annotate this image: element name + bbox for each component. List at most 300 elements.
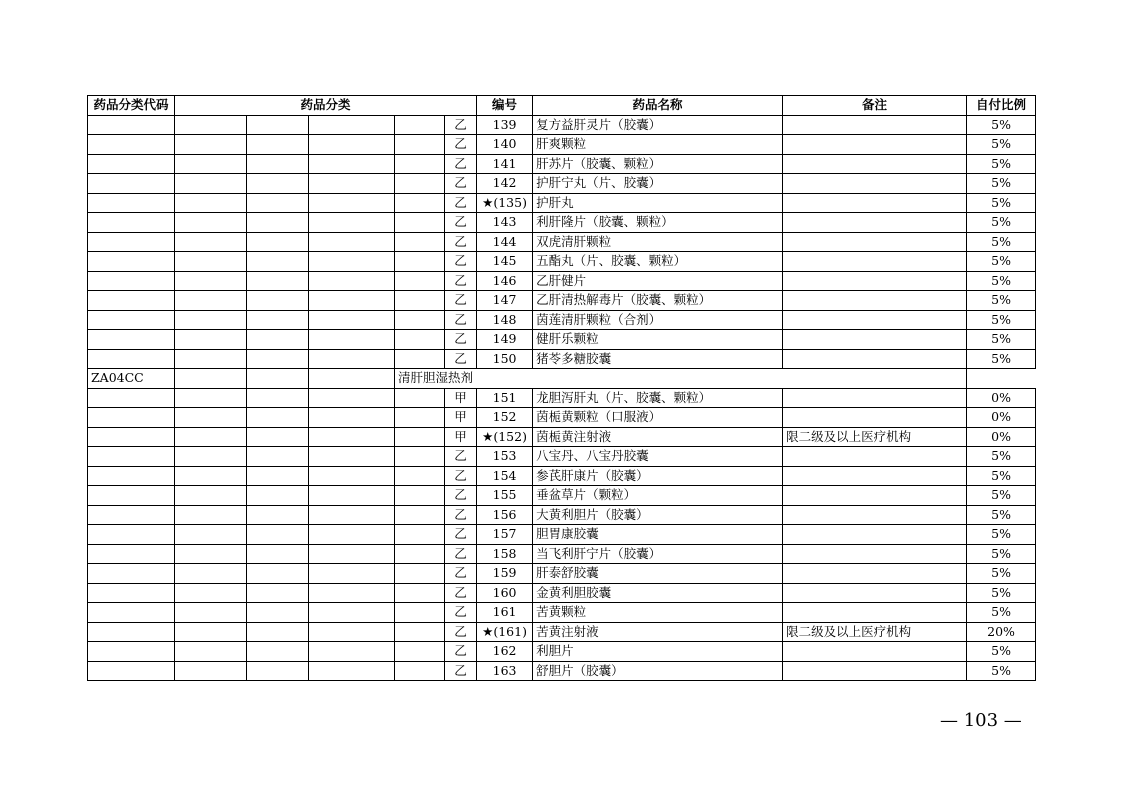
cell-note: [783, 408, 967, 428]
cell-empty: [395, 388, 445, 408]
cell-code: [88, 271, 175, 291]
cell-class: 乙: [445, 271, 477, 291]
cell-empty: [395, 661, 445, 681]
cell-empty: [395, 135, 445, 155]
header-code: 药品分类代码: [88, 96, 175, 116]
cell-name: 护肝丸: [533, 193, 783, 213]
cell-number: 140: [477, 135, 533, 155]
cell-ratio: 5%: [967, 115, 1036, 135]
cell-note: [783, 486, 967, 506]
cell-number: 149: [477, 330, 533, 350]
cell-number: 145: [477, 252, 533, 272]
cell-empty: [175, 232, 247, 252]
cell-class: 甲: [445, 408, 477, 428]
cell-code: [88, 622, 175, 642]
cell-name: 舒胆片（胶囊）: [533, 661, 783, 681]
cell-ratio: 5%: [967, 486, 1036, 506]
cell-name: 金黄利胆胶囊: [533, 583, 783, 603]
cell-ratio: 5%: [967, 642, 1036, 662]
cell-note: [783, 505, 967, 525]
cell-code: [88, 174, 175, 194]
cell-code: [88, 564, 175, 584]
cell-code: [88, 115, 175, 135]
cell-code: [88, 505, 175, 525]
cell-class: 乙: [445, 661, 477, 681]
cell-empty: [395, 252, 445, 272]
cell-code: [88, 486, 175, 506]
cell-empty: [175, 603, 247, 623]
cell-code: [88, 213, 175, 233]
cell-number: 148: [477, 310, 533, 330]
cell-empty: [247, 622, 309, 642]
cell-code: [88, 232, 175, 252]
table-row: [88, 583, 1036, 603]
cell-class: 乙: [445, 232, 477, 252]
cell-class: 乙: [445, 252, 477, 272]
cell-class: 乙: [445, 213, 477, 233]
cell-note: [783, 447, 967, 467]
cell-name: 八宝丹、八宝丹胶囊: [533, 447, 783, 467]
table-row: [88, 603, 1036, 623]
cell-empty: [395, 408, 445, 428]
table-row: [88, 271, 1036, 291]
cell-note: [783, 330, 967, 350]
cell-ratio: 5%: [967, 447, 1036, 467]
cell-note: [783, 154, 967, 174]
cell-empty: [309, 135, 395, 155]
cell-class: 乙: [445, 564, 477, 584]
cell-class: 乙: [445, 505, 477, 525]
cell-note: [783, 525, 967, 545]
table-row: [88, 544, 1036, 564]
cell-empty: [309, 154, 395, 174]
cell-class: 乙: [445, 349, 477, 369]
table-row: [88, 525, 1036, 545]
cell-class: 乙: [445, 115, 477, 135]
cell-note: [783, 642, 967, 662]
cell-ratio: 0%: [967, 427, 1036, 447]
cell-number: 156: [477, 505, 533, 525]
cell-name: 龙胆泻肝丸（片、胶囊、颗粒）: [533, 388, 783, 408]
cell-empty: [395, 505, 445, 525]
cell-note: [783, 271, 967, 291]
cell-number: ★(152): [477, 427, 533, 447]
cell-name: 健肝乐颗粒: [533, 330, 783, 350]
cell-number: 154: [477, 466, 533, 486]
cell-name: 肝泰舒胶囊: [533, 564, 783, 584]
cell-code: [88, 252, 175, 272]
cell-empty: [247, 174, 309, 194]
cell-empty: [309, 642, 395, 662]
cell-empty: [395, 622, 445, 642]
cell-ratio: 5%: [967, 505, 1036, 525]
cell-empty: [395, 564, 445, 584]
cell-empty: [395, 544, 445, 564]
cell-ratio: 5%: [967, 583, 1036, 603]
cell-empty: [175, 154, 247, 174]
cell-empty: [247, 193, 309, 213]
cell-empty: [395, 583, 445, 603]
cell-name: 五酯丸（片、胶囊、颗粒）: [533, 252, 783, 272]
cell-empty: [247, 642, 309, 662]
cell-empty: [395, 193, 445, 213]
cell-code: [88, 603, 175, 623]
cell-empty: [395, 642, 445, 662]
table-row: [88, 486, 1036, 506]
cell-number: 147: [477, 291, 533, 311]
table-body: [88, 115, 1036, 681]
table-row: [88, 466, 1036, 486]
cell-empty: [247, 408, 309, 428]
cell-code: ZA04CC: [88, 369, 175, 389]
cell-code: [88, 349, 175, 369]
cell-empty: [175, 466, 247, 486]
cell-empty: [247, 252, 309, 272]
cell-code: [88, 310, 175, 330]
table-row: [88, 310, 1036, 330]
cell-empty: [247, 583, 309, 603]
cell-code: [88, 642, 175, 662]
cell-empty: [175, 213, 247, 233]
cell-empty: [309, 447, 395, 467]
cell-number: 158: [477, 544, 533, 564]
cell-ratio: 5%: [967, 154, 1036, 174]
cell-ratio: 5%: [967, 661, 1036, 681]
cell-ratio: 5%: [967, 213, 1036, 233]
cell-empty: [395, 310, 445, 330]
table-row: [88, 408, 1036, 428]
header-note: 备注: [783, 96, 967, 116]
cell-number: 159: [477, 564, 533, 584]
cell-name: 当飞利肝宁片（胶囊）: [533, 544, 783, 564]
table-row: [88, 193, 1036, 213]
cell-ratio: 5%: [967, 271, 1036, 291]
table-row: [88, 661, 1036, 681]
cell-empty: [395, 271, 445, 291]
cell-empty: [247, 544, 309, 564]
cell-note: [783, 466, 967, 486]
cell-name: 茵莲清肝颗粒（合剂）: [533, 310, 783, 330]
cell-empty: [309, 232, 395, 252]
cell-empty: [309, 622, 395, 642]
page-number: — 103 —: [940, 710, 1022, 731]
cell-number: ★(161): [477, 622, 533, 642]
cell-empty: [247, 135, 309, 155]
cell-class: 乙: [445, 544, 477, 564]
table-row: [88, 447, 1036, 467]
cell-code: [88, 661, 175, 681]
cell-number: 144: [477, 232, 533, 252]
cell-class: 甲: [445, 427, 477, 447]
cell-code: [88, 330, 175, 350]
cell-note: [783, 661, 967, 681]
cell-empty: [309, 310, 395, 330]
cell-ratio: 20%: [967, 622, 1036, 642]
cell-class: 乙: [445, 447, 477, 467]
table-row: [88, 564, 1036, 584]
table-header-row: [88, 96, 1036, 116]
cell-empty: [175, 486, 247, 506]
cell-name: 肝爽颗粒: [533, 135, 783, 155]
cell-ratio: 5%: [967, 330, 1036, 350]
cell-number: 141: [477, 154, 533, 174]
cell-empty: [175, 505, 247, 525]
cell-note: 限二级及以上医疗机构: [783, 622, 967, 642]
cell-class: 乙: [445, 622, 477, 642]
cell-number: 162: [477, 642, 533, 662]
cell-name: 茵栀黄颗粒（口服液）: [533, 408, 783, 428]
cell-empty: [175, 135, 247, 155]
cell-note: [783, 388, 967, 408]
cell-empty: [309, 466, 395, 486]
cell-empty: [175, 583, 247, 603]
cell-empty: [247, 369, 309, 389]
table-row: [88, 174, 1036, 194]
cell-code: [88, 408, 175, 428]
cell-empty: [309, 115, 395, 135]
cell-empty: [247, 115, 309, 135]
cell-empty: [175, 193, 247, 213]
cell-empty: [247, 330, 309, 350]
cell-ratio: 5%: [967, 544, 1036, 564]
cell-note: [783, 291, 967, 311]
cell-ratio: 5%: [967, 564, 1036, 584]
cell-empty: [247, 213, 309, 233]
cell-empty: [395, 213, 445, 233]
cell-note: [783, 135, 967, 155]
cell-empty: [175, 408, 247, 428]
cell-empty: [309, 388, 395, 408]
cell-empty: [247, 232, 309, 252]
cell-code: [88, 466, 175, 486]
cell-note: [783, 583, 967, 603]
cell-empty: [247, 154, 309, 174]
cell-name: 利胆片: [533, 642, 783, 662]
cell-name: 复方益肝灵片（胶囊）: [533, 115, 783, 135]
cell-number: 143: [477, 213, 533, 233]
header-number: 编号: [477, 96, 533, 116]
cell-empty: [175, 544, 247, 564]
cell-empty: [395, 330, 445, 350]
cell-empty: [309, 505, 395, 525]
cell-empty: [175, 349, 247, 369]
cell-note: [783, 232, 967, 252]
cell-note: 限二级及以上医疗机构: [783, 427, 967, 447]
cell-code: [88, 583, 175, 603]
cell-number: ★(135): [477, 193, 533, 213]
cell-code: [88, 154, 175, 174]
cell-note: [783, 174, 967, 194]
cell-empty: [395, 486, 445, 506]
header-name: 药品名称: [533, 96, 783, 116]
cell-name: 利肝隆片（胶囊、颗粒）: [533, 213, 783, 233]
cell-class: 乙: [445, 330, 477, 350]
cell-empty: [395, 447, 445, 467]
cell-number: 152: [477, 408, 533, 428]
cell-number: 155: [477, 486, 533, 506]
table-row: [88, 115, 1036, 135]
cell-number: 160: [477, 583, 533, 603]
cell-name: 胆胃康胶囊: [533, 525, 783, 545]
table-row: [88, 213, 1036, 233]
cell-ratio: 5%: [967, 466, 1036, 486]
cell-empty: [247, 310, 309, 330]
cell-empty: [309, 427, 395, 447]
cell-empty: [309, 369, 395, 389]
table-row: [88, 388, 1036, 408]
cell-name: 垂盆草片（颗粒）: [533, 486, 783, 506]
cell-empty: [175, 330, 247, 350]
cell-number: 146: [477, 271, 533, 291]
cell-number: 142: [477, 174, 533, 194]
drug-table: [87, 95, 1036, 681]
cell-ratio: 0%: [967, 408, 1036, 428]
cell-empty: [309, 330, 395, 350]
cell-empty: [247, 427, 309, 447]
cell-class: 乙: [445, 603, 477, 623]
header-ratio: 自付比例: [967, 96, 1036, 116]
table-row: [88, 642, 1036, 662]
cell-name: 双虎清肝颗粒: [533, 232, 783, 252]
cell-name: 猪苓多糖胶囊: [533, 349, 783, 369]
cell-empty: [175, 661, 247, 681]
cell-class: 乙: [445, 291, 477, 311]
table-row: [88, 135, 1036, 155]
cell-ratio: 5%: [967, 232, 1036, 252]
cell-empty: [175, 388, 247, 408]
cell-empty: [175, 115, 247, 135]
cell-empty: [175, 525, 247, 545]
table-row: [88, 232, 1036, 252]
cell-empty: [395, 603, 445, 623]
cell-ratio: 5%: [967, 603, 1036, 623]
cell-note: [783, 252, 967, 272]
cell-class: 乙: [445, 135, 477, 155]
cell-class: 乙: [445, 193, 477, 213]
cell-name: 肝苏片（胶囊、颗粒）: [533, 154, 783, 174]
cell-code: [88, 291, 175, 311]
cell-empty: [395, 427, 445, 447]
table-row: [88, 291, 1036, 311]
cell-note: [783, 310, 967, 330]
cell-empty: [395, 115, 445, 135]
cell-name: 大黄利胆片（胶囊）: [533, 505, 783, 525]
cell-name: 乙肝健片: [533, 271, 783, 291]
cell-empty: [309, 252, 395, 272]
cell-ratio: 5%: [967, 135, 1036, 155]
cell-note: [783, 603, 967, 623]
cell-group: 清肝胆湿热剂: [395, 369, 967, 389]
cell-number: 151: [477, 388, 533, 408]
cell-ratio: 0%: [967, 388, 1036, 408]
cell-empty: [247, 466, 309, 486]
cell-code: [88, 135, 175, 155]
cell-name: 苦黄颗粒: [533, 603, 783, 623]
cell-class: 乙: [445, 466, 477, 486]
cell-code: [88, 544, 175, 564]
cell-empty: [175, 291, 247, 311]
cell-class: 乙: [445, 310, 477, 330]
cell-empty: [175, 252, 247, 272]
cell-note: [783, 115, 967, 135]
cell-empty: [395, 525, 445, 545]
cell-empty: [395, 232, 445, 252]
cell-code: [88, 427, 175, 447]
cell-name: 乙肝清热解毒片（胶囊、颗粒）: [533, 291, 783, 311]
cell-empty: [395, 154, 445, 174]
cell-number: 163: [477, 661, 533, 681]
cell-empty: [309, 213, 395, 233]
cell-class: 乙: [445, 174, 477, 194]
cell-code: [88, 447, 175, 467]
cell-class: 乙: [445, 583, 477, 603]
table-row: [88, 154, 1036, 174]
cell-number: 139: [477, 115, 533, 135]
cell-class: 乙: [445, 642, 477, 662]
cell-empty: [309, 174, 395, 194]
cell-note: [783, 349, 967, 369]
cell-code: [88, 193, 175, 213]
cell-empty: [309, 349, 395, 369]
cell-empty: [309, 486, 395, 506]
cell-name: 苦黄注射液: [533, 622, 783, 642]
table-row: [88, 330, 1036, 350]
cell-empty: [247, 603, 309, 623]
cell-empty: [247, 564, 309, 584]
cell-empty: [309, 544, 395, 564]
table-row: [88, 252, 1036, 272]
cell-ratio: 5%: [967, 193, 1036, 213]
cell-empty: [309, 583, 395, 603]
cell-note: [783, 564, 967, 584]
cell-empty: [175, 369, 247, 389]
cell-empty: [309, 193, 395, 213]
header-category: 药品分类: [175, 96, 477, 116]
cell-name: 参芪肝康片（胶囊）: [533, 466, 783, 486]
cell-name: 茵栀黄注射液: [533, 427, 783, 447]
cell-note: [783, 193, 967, 213]
cell-empty: [395, 466, 445, 486]
cell-empty: [175, 174, 247, 194]
cell-empty: [247, 525, 309, 545]
cell-class: 乙: [445, 486, 477, 506]
cell-empty: [395, 174, 445, 194]
cell-empty: [247, 486, 309, 506]
table-row: [88, 427, 1036, 447]
cell-number: 161: [477, 603, 533, 623]
cell-empty: [247, 505, 309, 525]
cell-class: 乙: [445, 154, 477, 174]
cell-empty: [247, 661, 309, 681]
cell-ratio: 5%: [967, 349, 1036, 369]
cell-number: 153: [477, 447, 533, 467]
cell-code: [88, 525, 175, 545]
cell-class: 甲: [445, 388, 477, 408]
cell-empty: [309, 291, 395, 311]
cell-ratio: 5%: [967, 310, 1036, 330]
cell-code: [88, 388, 175, 408]
cell-note: [783, 544, 967, 564]
cell-empty: [309, 603, 395, 623]
cell-empty: [175, 564, 247, 584]
cell-note: [783, 213, 967, 233]
cell-class: 乙: [445, 525, 477, 545]
cell-empty: [395, 349, 445, 369]
cell-ratio: 5%: [967, 291, 1036, 311]
cell-number: 157: [477, 525, 533, 545]
cell-empty: [309, 661, 395, 681]
cell-empty: [175, 271, 247, 291]
